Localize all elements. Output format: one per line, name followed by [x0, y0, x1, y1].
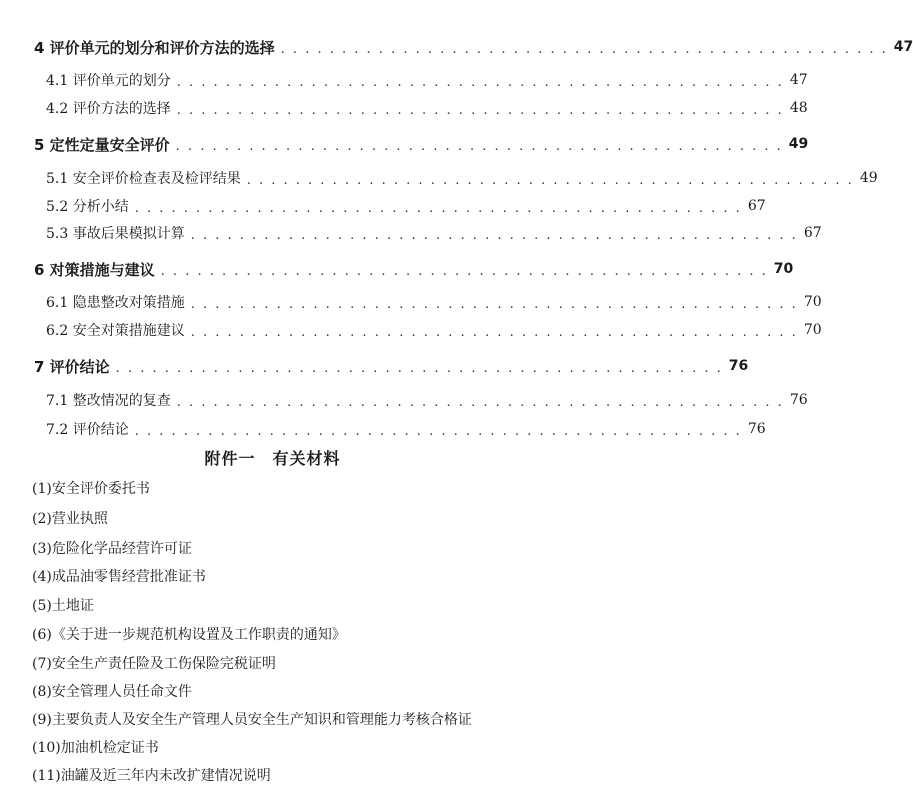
toc-chapter-4[interactable]: [0, 34, 913, 60]
toc-page-number: 70: [773, 261, 794, 277]
toc-section-6-2[interactable]: [0, 317, 822, 343]
toc-label: 4.2 评价方法的选择: [46, 101, 171, 117]
annex-item: (1)安全评价委托书: [32, 481, 150, 497]
toc-chapter-6[interactable]: [0, 256, 794, 282]
toc-page-number: 67: [803, 225, 822, 241]
toc-leader-dots: . . . . . . . . . . . . . . . . . . . . . . . . . . . . . . . . . . . . . . . . . . . . . . . . . .: [134, 200, 742, 216]
toc-section-6-1[interactable]: [0, 289, 822, 315]
toc-section-4-2[interactable]: [0, 95, 808, 121]
toc-label: 5 定性定量安全评价: [34, 135, 170, 154]
annex-item: (9)主要负责人及安全生产管理人员安全生产知识和管理能力考核合格证: [32, 712, 472, 728]
annex-title: 附件一 有关材料: [204, 449, 341, 468]
toc-leader-dots: . . . . . . . . . . . . . . . . . . . . . . . . . . . . . . . . . . . . . . . . . . . . . . . . . .: [246, 172, 854, 188]
annex-item: (5)土地证: [32, 598, 94, 614]
toc-leader-dots: . . . . . . . . . . . . . . . . . . . . . . . . . . . . . . . . . . . . . . . . . . . . . . . . . .: [176, 102, 784, 118]
toc-label: 5.2 分析小结: [46, 199, 129, 215]
toc-label: 6.1 隐患整改对策措施: [46, 295, 185, 311]
toc-page-number: 70: [803, 322, 822, 338]
toc-label: 5.3 事故后果模拟计算: [46, 226, 185, 242]
toc-chapter-7[interactable]: [0, 353, 749, 379]
toc-page-number: 76: [728, 358, 749, 374]
annex-item: (7)安全生产责任险及工伤保险完税证明: [32, 656, 276, 672]
annex-item: (2)营业执照: [32, 511, 108, 527]
toc-page-number: 48: [789, 100, 808, 116]
toc-section-4-1[interactable]: [0, 67, 808, 93]
toc-leader-dots: . . . . . . . . . . . . . . . . . . . . . . . . . . . . . . . . . . . . . . . . . . . . . . . . . .: [190, 296, 798, 312]
toc-page-number: 67: [747, 198, 766, 214]
toc-leader-dots: . . . . . . . . . . . . . . . . . . . . . . . . . . . . . . . . . . . . . . . . . . . . . . . . . .: [190, 227, 798, 243]
toc-label: 5.1 安全评价检查表及检评结果: [46, 171, 241, 187]
toc-leader-dots: . . . . . . . . . . . . . . . . . . . . . . . . . . . . . . . . . . . . . . . . . . . . . . . . . .: [190, 324, 798, 340]
toc-page-number: 76: [789, 392, 808, 408]
toc-leader-dots: . . . . . . . . . . . . . . . . . . . . . . . . . . . . . . . . . . . . . . . . . . . . . . . . . .: [134, 423, 742, 439]
toc-page-number: 70: [803, 294, 822, 310]
toc-label: 4.1 评价单元的划分: [46, 73, 171, 89]
toc-label: 4 评价单元的划分和评价方法的选择: [34, 38, 275, 57]
toc-leader-dots: . . . . . . . . . . . . . . . . . . . . . . . . . . . . . . . . . . . . . . . . . . . . . . . . . .: [115, 360, 723, 376]
toc-leader-dots: . . . . . . . . . . . . . . . . . . . . . . . . . . . . . . . . . . . . . . . . . . . . . . . . . .: [176, 394, 784, 410]
annex-item: (8)安全管理人员任命文件: [32, 684, 192, 700]
toc-section-5-2[interactable]: [0, 193, 766, 219]
annex-item: (10)加油机检定证书: [32, 740, 159, 756]
toc-chapter-5[interactable]: [0, 131, 809, 157]
toc-leader-dots: . . . . . . . . . . . . . . . . . . . . . . . . . . . . . . . . . . . . . . . . . . . . . . . . . .: [280, 41, 888, 57]
annex-item: (11)油罐及近三年内未改扩建情况说明: [32, 768, 271, 784]
toc-label: 6.2 安全对策措施建议: [46, 323, 185, 339]
toc-label: 6 对策措施与建议: [34, 260, 155, 279]
toc-page-number: 49: [859, 170, 878, 186]
toc-page-number: 49: [788, 136, 809, 152]
toc-page-number: 76: [747, 421, 766, 437]
toc-label: 7.1 整改情况的复查: [46, 393, 171, 409]
toc-label: 7 评价结论: [34, 357, 110, 376]
annex-item: (6)《关于进一步规范机构设置及工作职责的通知》: [32, 627, 346, 643]
toc-section-5-3[interactable]: [0, 220, 822, 246]
annex-item: (3)危险化学品经营许可证: [32, 541, 192, 557]
toc-section-7-2[interactable]: [0, 416, 766, 442]
annex-item: (4)成品油零售经营批准证书: [32, 569, 206, 585]
toc-page-number: 47: [789, 72, 808, 88]
toc-leader-dots: . . . . . . . . . . . . . . . . . . . . . . . . . . . . . . . . . . . . . . . . . . . . . . . . . .: [176, 74, 784, 90]
toc-leader-dots: . . . . . . . . . . . . . . . . . . . . . . . . . . . . . . . . . . . . . . . . . . . . . . . . . .: [160, 263, 768, 279]
toc-section-7-1[interactable]: [0, 387, 808, 413]
toc-leader-dots: . . . . . . . . . . . . . . . . . . . . . . . . . . . . . . . . . . . . . . . . . . . . . . . . . .: [175, 138, 783, 154]
toc-section-5-1[interactable]: [0, 165, 878, 191]
toc-page-number: 47: [893, 39, 913, 55]
toc-label: 7.2 评价结论: [46, 422, 129, 438]
